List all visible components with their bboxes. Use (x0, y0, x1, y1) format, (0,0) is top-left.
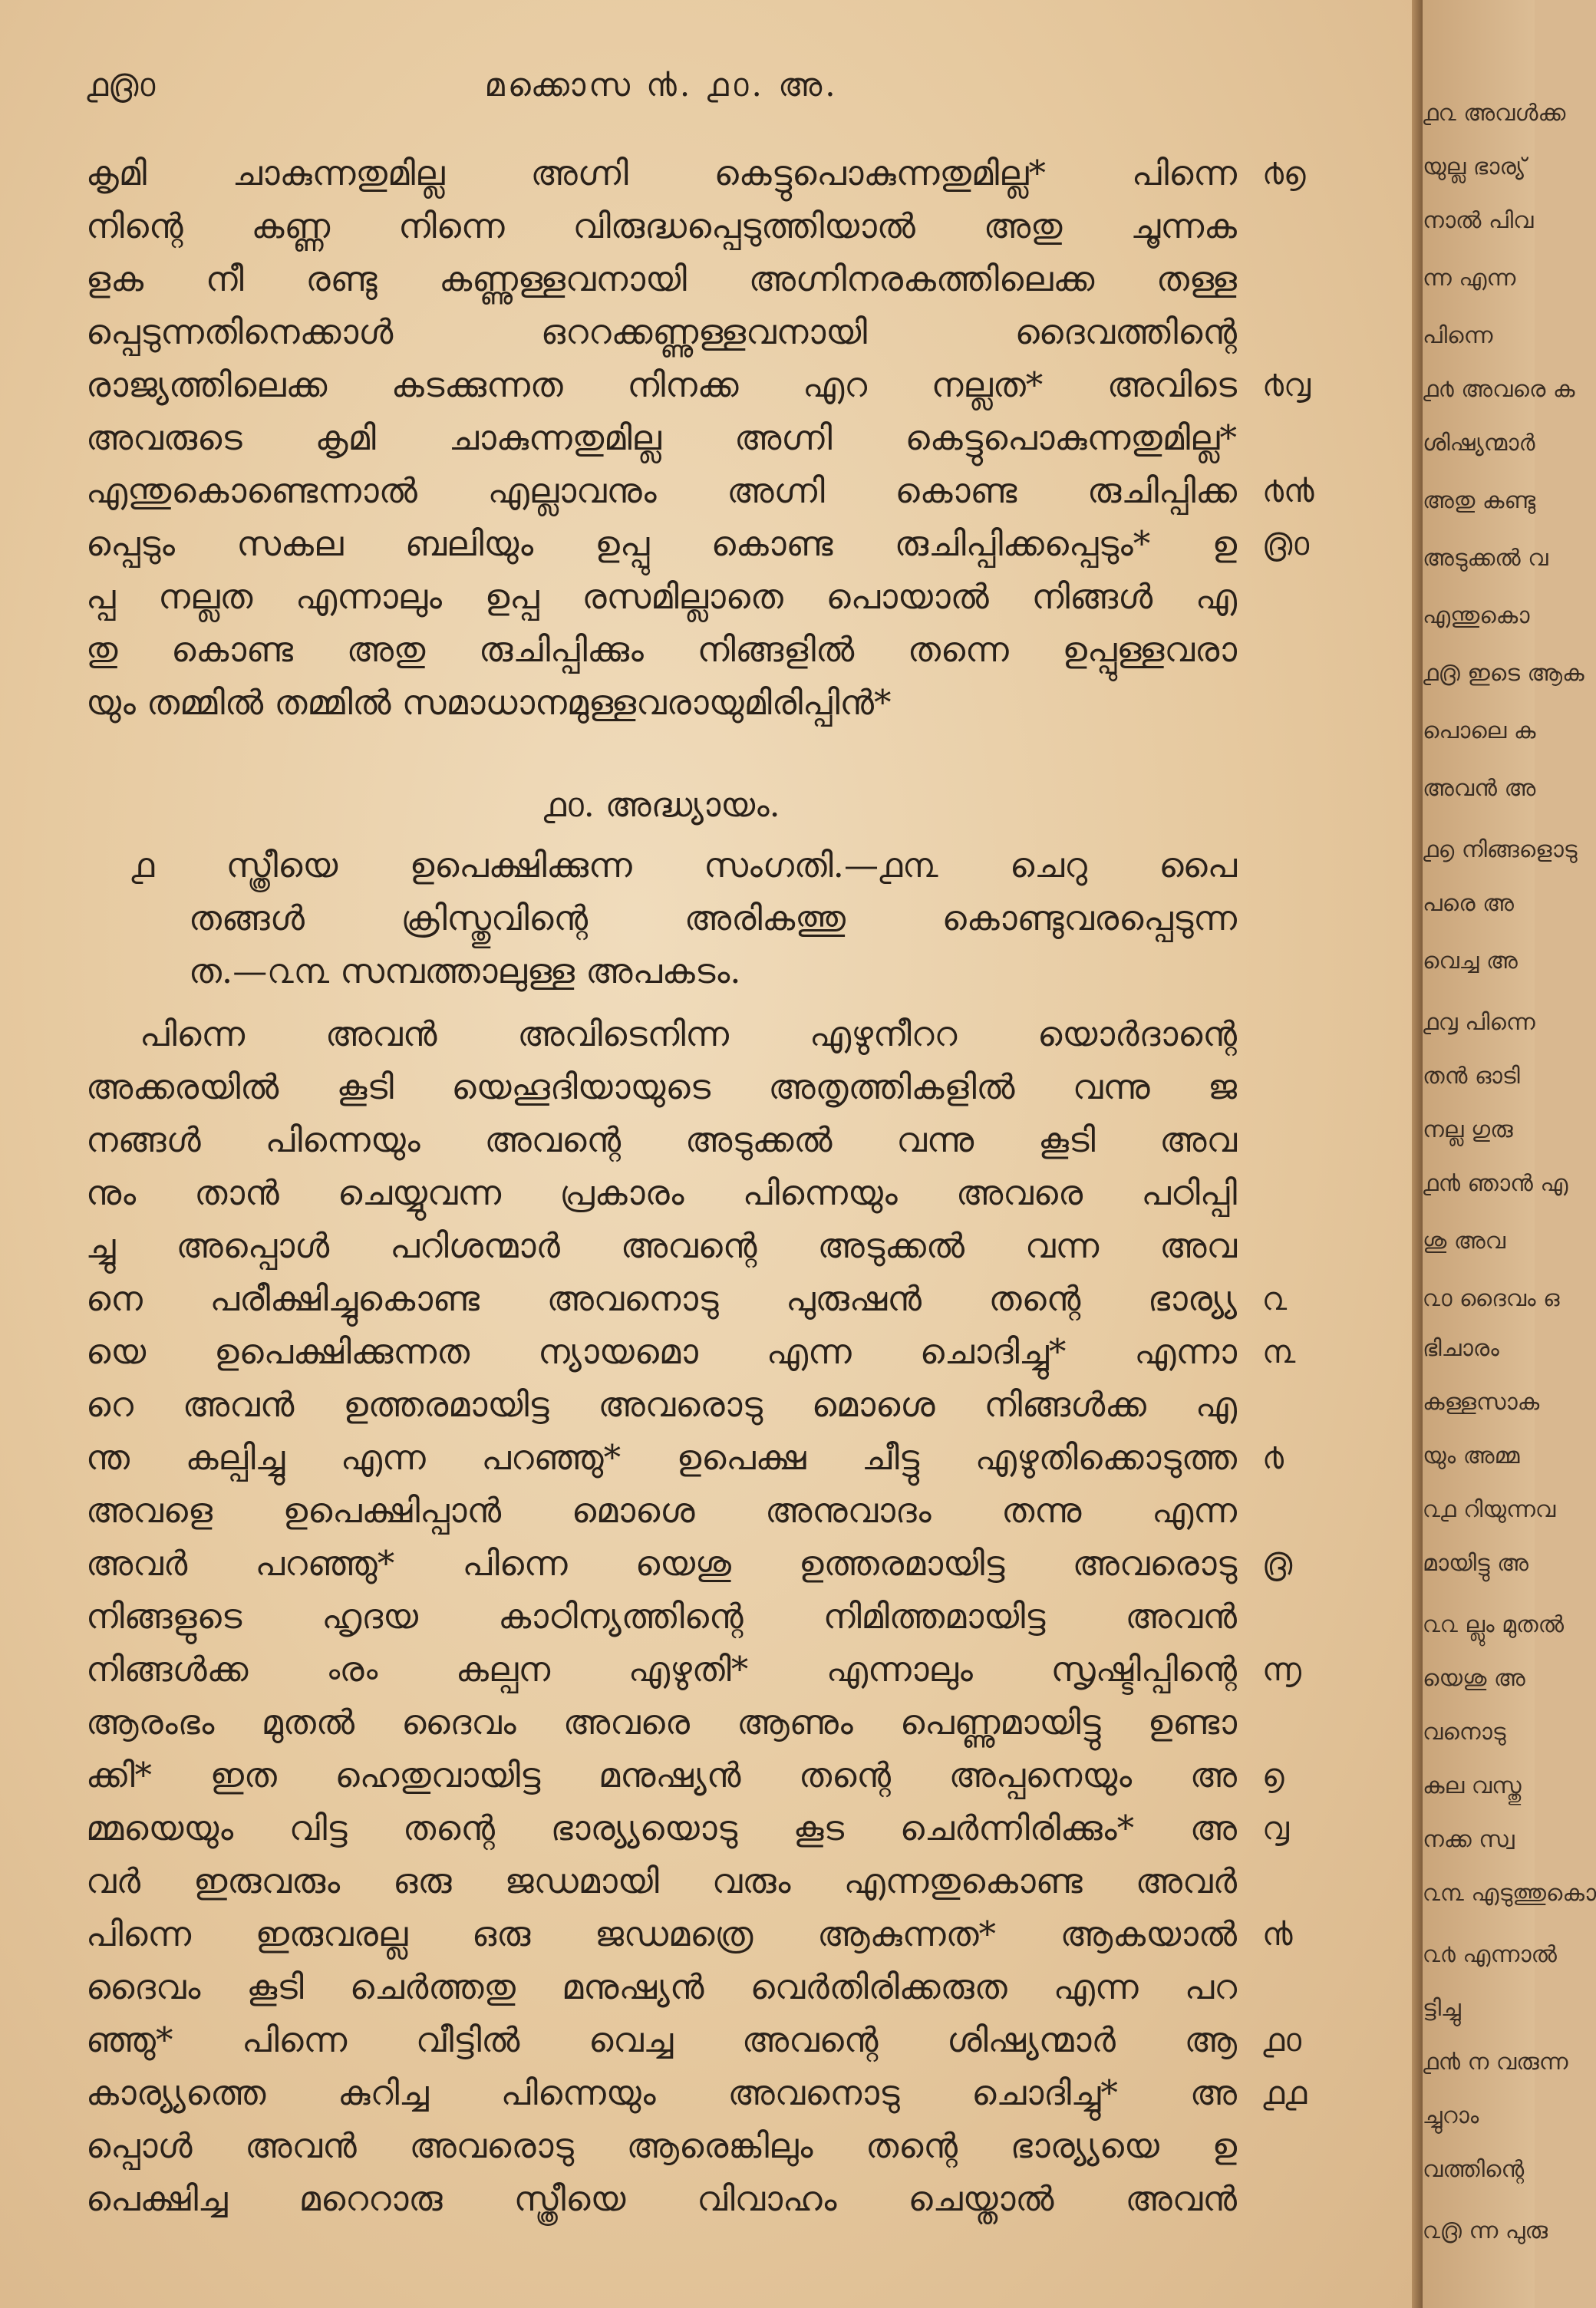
text-line: എന്തുകൊണ്ടെന്നാൽ എല്ലാവനും അഗ്നി കൊണ്ട രുചിപ്പിക്ക (86, 470, 1237, 511)
text-line: പ്പെടും സകല ബലിയും ഉപ്പു കൊണ്ട രുചിപ്പിക്കപ്പെടും* ഉ (86, 523, 1237, 564)
verse-number: ൧൦ (1262, 2021, 1301, 2059)
text-line: പ്പ നല്ലത എന്നാലും ഉപ്പ രസമില്ലാതെ പൊയാൽ നിങ്ങൾ എ (86, 576, 1237, 617)
facing-page-line: ൧൯ ഞാൻ എ (1423, 1170, 1568, 1197)
facing-page-line: ൧൮ പിന്നെ (1423, 1009, 1535, 1036)
verse-number: ൨ (1262, 1280, 1288, 1317)
facing-page-line: ൧൫ ഇടെ ആക (1423, 660, 1584, 687)
text-line: ദൈവം കൂടി ചെർത്തതു മനുഷ്യൻ വെർതിരിക്കരുത എന്ന പറ (86, 1967, 1237, 2007)
facing-page (1423, 0, 1596, 2308)
text-line: ഞ്ഞു* പിന്നെ വീട്ടിൽ വെച്ച അവന്റെ ശിഷ്യന്മാർ ആ (86, 2020, 1237, 2060)
verse-number: ൭ (1262, 1756, 1284, 1794)
page-header (86, 58, 1237, 112)
facing-page-line: അടുക്കൽ വ (1423, 545, 1548, 572)
summary-line: തങ്ങൾ ക്രിസ്തുവിന്റെ അരികത്തു കൊണ്ടുവരപ്പെടുന്ന (189, 898, 1237, 938)
facing-page-line: വെച്ച അ (1423, 948, 1518, 974)
facing-page-line: നല്ല ഗുരു (1423, 1116, 1513, 1143)
text-line: നിങ്ങളുടെ ഹൃദയ കാഠിന്യത്തിന്റെ നിമിത്തമായിട്ട അവൻ (86, 1596, 1237, 1637)
facing-page-line: ൨൨ ല്ലും മുതൽ (1423, 1611, 1565, 1638)
chapter-heading: ൧൦. അദ്ധ്യായം. (542, 786, 780, 825)
text-line: അക്കരയിൽ കൂടി യെഹൂദിയായുടെ അതൃത്തികളിൽ വന്നു ജ (86, 1067, 1237, 1107)
text-line: കൃമി ചാകുന്നതുമില്ല അഗ്നി കെട്ടുപൊകുന്നതുമില്ല* പിന്നെ (86, 153, 1237, 193)
facing-page-line: കല വസ്തു (1423, 1772, 1522, 1799)
facing-page-line: ൧൯ ന വരുന്ന (1423, 2049, 1568, 2076)
text-line: നങ്ങൾ പിന്നെയും അവന്റെ അടുക്കൽ വന്നു കൂടി അവ (86, 1119, 1237, 1160)
facing-page-line: വത്തിന്റെ (1423, 2156, 1525, 2183)
facing-page-line: ൧൪ അവരെ ക (1423, 376, 1575, 403)
verse-number: ൮ (1262, 1809, 1289, 1847)
text-line: അവരുടെ കൃമി ചാകുന്നതുമില്ല അഗ്നി കെട്ടുപൊകുന്നതുമില്ല* (86, 417, 1237, 458)
facing-page-line: ശു അവ (1423, 1228, 1505, 1255)
book-gutter (1412, 0, 1423, 2308)
facing-page-line: ഭിചാരം (1423, 1335, 1499, 1362)
verse-number: ൫ (1262, 1545, 1293, 1582)
facing-page-line: ൧൨ അവൾക്ക (1423, 100, 1566, 127)
text-line: പിന്നെ ഇരുവരല്ല ഒരു ജഡമത്രെ ആകുന്നത* ആകയാൽ (86, 1914, 1237, 1954)
verse-number: ൪൮ (1262, 366, 1311, 404)
verse-number: ൧൧ (1262, 2074, 1307, 2112)
verse-number: ൪൭ (1262, 154, 1306, 192)
facing-page-line: ച്ചുറാം (1423, 2102, 1479, 2129)
facing-page-line: തൻ ഓടി (1423, 1063, 1520, 1090)
text-line: മ്മയെയും വിട്ട തന്റെ ഭാര്യ്യയൊടു കൂട ചെർന്നിരിക്കും* അ (86, 1808, 1237, 1848)
verse-number: ൪ (1262, 1439, 1284, 1476)
facing-page-line: അതു കണ്ടു (1423, 487, 1536, 514)
text-line: നെ പരീക്ഷിച്ചുകൊണ്ട അവനൊടു പുരുഷൻ തന്റെ ഭാര്യ്യ (86, 1278, 1237, 1319)
text-line: പെക്ഷിച്ച മറെറാരു സ്ത്രീയെ വിവാഹം ചെയ്താൽ അവൻ (86, 2178, 1237, 2219)
verse-number: ൩ (1262, 1333, 1296, 1370)
facing-page-line: ന്ന എന്ന (1423, 265, 1516, 292)
running-title: മക്കൊസ ൯. ൧൦. അ. (484, 66, 839, 104)
facing-page-line: കള്ളസാക (1423, 1389, 1540, 1416)
facing-page-line: മായിട്ടു അ (1423, 1550, 1528, 1577)
text-line: അവർ പറഞ്ഞു* പിന്നെ യെശു ഉത്തരമായിട്ട അവരൊടു (86, 1543, 1237, 1584)
facing-page-line: എന്തുകൊ (1423, 602, 1530, 629)
facing-page-line: ൨൩ എടുത്തുകൊ (1423, 1880, 1596, 1907)
text-line: ച്ചു അപ്പൊൾ പറിശന്മാർ അവന്റെ അടുക്കൽ വന്ന അവ (86, 1225, 1237, 1266)
text-line: ന്ത കല്പിച്ചു എന്ന പറഞ്ഞു* ഉപെക്ഷ ചീട്ടു എഴുതിക്കൊടുത്ത (86, 1437, 1237, 1478)
facing-page-line: വനൊടു (1423, 1719, 1506, 1746)
text-line: നിങ്ങൾക്ക ൟ കല്പന എഴുതി* എന്നാലും സൃഷ്ടിപ്പിന്റെ (86, 1649, 1237, 1690)
facing-page-line: പിന്നെ (1423, 322, 1493, 349)
facing-page-line: യും അമ്മ (1423, 1442, 1520, 1469)
text-line: പിന്നെ അവൻ അവിടെനിന്ന എഴുനീററ യൊർദാന്റെ (140, 1014, 1237, 1054)
facing-page-line: ൨൫ ന്ന പുരു (1423, 2217, 1548, 2244)
text-line: പ്പൊൾ അവൻ അവരൊടു ആരെങ്കിലും തന്റെ ഭാര്യ്യയെ ഉ (86, 2125, 1237, 2166)
text-line: കാര്യ്യത്തെ കുറിച്ച പിന്നെയും അവനൊടു ചൊദിച്ചു* അ (86, 2072, 1237, 2113)
facing-page-line: ൨൦ ദൈവം ഒ (1423, 1285, 1560, 1312)
facing-page-line: അവൻ അ (1423, 775, 1536, 802)
facing-page-line: പൊലെ ക (1423, 717, 1536, 744)
facing-page-line: യെശു അ (1423, 1665, 1525, 1692)
facing-page-line: ട്ടിച്ചു (1423, 1995, 1461, 2022)
verse-number: ൯ (1262, 1915, 1293, 1953)
text-line: ക്കി* ഇത ഹെതുവായിട്ട മനുഷ്യൻ തന്റെ അപ്പനെയും അ (86, 1755, 1237, 1795)
verse-number: ൫൦ (1262, 525, 1310, 562)
text-line: ആരംഭം മുതൽ ദൈവം അവരെ ആണും പെണ്ണുമായിട്ടു ഉണ്ടാ (86, 1702, 1237, 1743)
text-line: റെ അവൻ ഉത്തരമായിട്ട അവരൊടു മൊശെ നിങ്ങൾക്ക എ (86, 1384, 1237, 1425)
facing-page-line: ൨൪ എന്നാൽ (1423, 1941, 1557, 1968)
text-line: രാജ്യത്തിലെക്ക കടക്കുന്നത നിനക്ക എറ നല്ലത* അവിടെ (86, 364, 1237, 405)
page-number: ൧൫൦ (86, 66, 156, 104)
facing-page-line: നക്ക സ്വ (1423, 1826, 1515, 1853)
text-line: വർ ഇരുവരും ഒരു ജഡമായി വരും എന്നതുകൊണ്ട അവർ (86, 1861, 1237, 1901)
text-line: പ്പെടുന്നതിനെക്കാൾ ഒററക്കണ്ണുള്ളവനായി ദൈവത്തിന്റെ (86, 312, 1237, 352)
text-line: തു കൊണ്ട അതു രുചിപ്പിക്കും നിങ്ങളിൽ തന്നെ ഉപ്പുള്ളവരാ (86, 629, 1237, 670)
text-line: അവളെ ഉപെക്ഷിപ്പാൻ മൊശെ അനുവാദം തന്നു എന്ന (86, 1490, 1237, 1531)
facing-page-line: ൧൭ നിങ്ങളൊടു (1423, 836, 1578, 863)
text-line: യെ ഉപെക്ഷിക്കുന്നത ന്യായമൊ എന്ന ചൊദിച്ചു* എന്നാ (86, 1331, 1237, 1372)
facing-page-line: യുല്ല ഭാര്യ് (1423, 153, 1526, 180)
facing-page-line: നാൽ പിവ (1423, 207, 1534, 234)
text-line: നിന്റെ കണ്ണ നിന്നെ വിരുദ്ധപ്പെടുത്തിയാൽ അതു ചൂന്നക (86, 206, 1237, 246)
summary-line: ൧ സ്ത്രീയെ ഉപെക്ഷിക്കുന്ന സംഗതി.—൧൩ ചെറു പൈ (130, 845, 1237, 885)
facing-page-line: ശിഷ്യന്മാർ (1423, 430, 1535, 457)
text-line: നും താൻ ചെയ്യുവന്ന പ്രകാരം പിന്നെയും അവരെ പഠിപ്പി (86, 1172, 1237, 1213)
text-line: ളക നീ രണ്ടു കണ്ണുള്ളവനായി അഗ്നിനരകത്തിലെക്ക തള്ള (86, 259, 1237, 299)
verse-number: ൬ (1262, 1650, 1301, 1688)
summary-line: ത.—൨൩ സമ്പത്താലുള്ള അപകടം. (189, 951, 741, 991)
text-line: യും തമ്മിൽ തമ്മിൽ സമാധാനമുള്ളവരായുമിരിപ്പിൻ* (86, 682, 892, 723)
verse-number: ൪൯ (1262, 472, 1314, 509)
facing-page-line: ൨൧ റിയുന്നവ (1423, 1496, 1556, 1523)
facing-page-line: പരെ അ (1423, 890, 1514, 917)
